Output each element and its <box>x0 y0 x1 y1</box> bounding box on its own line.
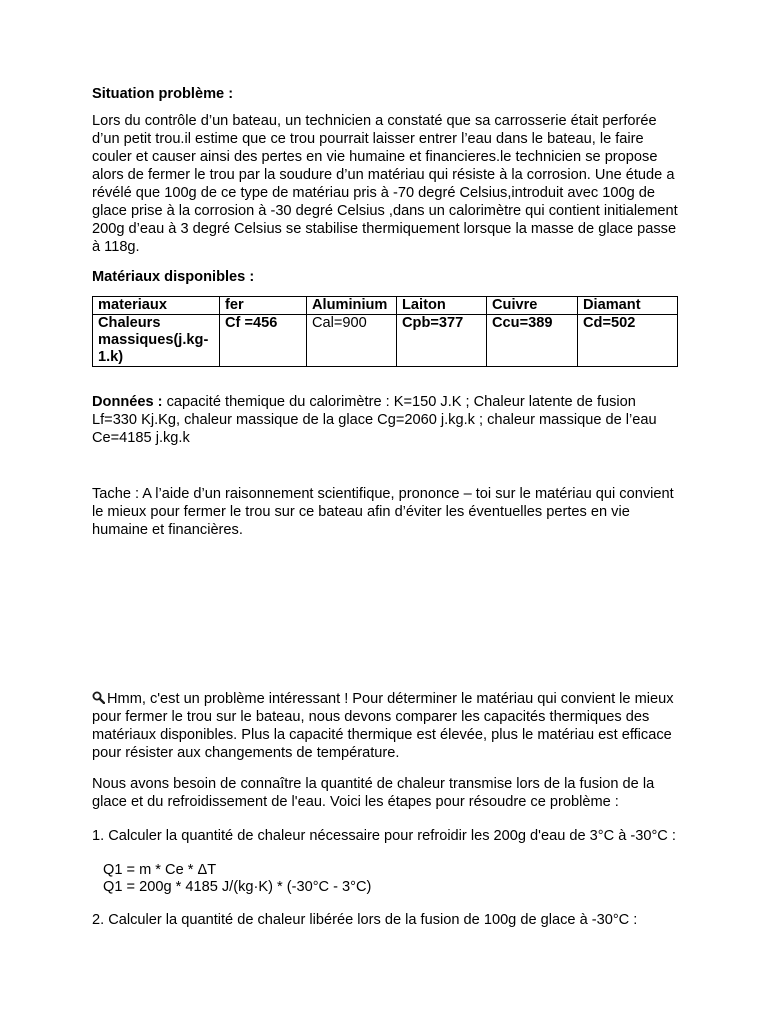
donnees-text: capacité themique du calorimètre : K=150 J.K ; Chaleur latente de fusion Lf=330 Kj.Kg, chaleur massique de la glace Cg=2060 j.kg.k ; chaleur massique de l’eau Ce=4185 j.kg.k <box>92 394 657 446</box>
step-1: 1. Calculer la quantité de chaleur nécessaire pour refroidir les 200g d'eau de 3°C à -30°C : <box>92 828 676 844</box>
table-cell: Aluminium <box>307 297 397 315</box>
materials-heading: Matériaux disponibles : <box>92 269 255 285</box>
table-cell: Ccu=389 <box>487 315 578 367</box>
table-cell: Diamant <box>578 297 678 315</box>
table-header-row <box>93 297 678 315</box>
magnifier-icon <box>92 691 105 704</box>
tache-paragraph: Tache : A l’aide d’un raisonnement scientifique, prononce – toi sur le matériau qui convient le mieux pour fermer le trou sur ce bateau afin d’éviter les éventuelles pertes en vie humaine et financières. <box>92 486 674 538</box>
table-cell: Chaleurs massiques(j.kg-1.k) <box>93 315 220 367</box>
answer-intro-text: Hmm, c'est un problème intéressant ! Pour déterminer le matériau qui convient le mieux pour fermer le trou sur le bateau, nous devons comparer les capacités thermiques des matériaux disponibles. Plus la capacité thermique est élevée, plus le matériau est efficace pour résister aux changements de température. <box>92 691 674 761</box>
table-cell: Laiton <box>397 297 487 315</box>
table-cell: fer <box>220 297 307 315</box>
materials-table <box>92 296 678 367</box>
formula-2: Q1 = 200g * 4185 J/(kg·K) * (-30°C - 3°C) <box>103 879 372 895</box>
step-2: 2. Calculer la quantité de chaleur libérée lors de la fusion de 100g de glace à -30°C : <box>92 912 638 928</box>
donnees-paragraph <box>92 393 682 447</box>
donnees-label: Données : <box>92 394 163 410</box>
situation-heading: Situation problème : <box>92 86 234 102</box>
table-cell: Cal=900 <box>307 315 397 367</box>
formula-1: Q1 = m * Ce * ΔT <box>103 862 217 878</box>
answer-intro <box>92 690 682 762</box>
situation-paragraph: Lors du contrôle d’un bateau, un technicien a constaté que sa carrosserie était perforée d’un petit trou.il estime que ce trou pourrait laisser entrer l’eau dans le bateau, le faire couler et causer ainsi des pertes en vie humaine et financieres.le technicien se propose alors de fermer le trou par la soudure d’un matériau qui résiste à la corrosion. Une étude a révélé que 100g de ce type de matériau pris à -70 degré Celsius,introduit avec 100g de glace prise à la corrosion à -30 degré Celsius ,dans un calorimètre qui contient initialement 200g d’eau à 3 degré Celsius se stabilise thermiquement lorsque la masse de glace passe à 118g. <box>92 113 678 255</box>
table-cell: materiaux <box>93 297 220 315</box>
table-cell: Cf =456 <box>220 315 307 367</box>
table-row <box>93 315 678 367</box>
answer-needs: Nous avons besoin de connaître la quantité de chaleur transmise lors de la fusion de la glace et du refroidissement de l'eau. Voici les étapes pour résoudre ce problème : <box>92 776 655 810</box>
table-cell: Cd=502 <box>578 315 678 367</box>
table-cell: Cuivre <box>487 297 578 315</box>
table-cell: Cpb=377 <box>397 315 487 367</box>
